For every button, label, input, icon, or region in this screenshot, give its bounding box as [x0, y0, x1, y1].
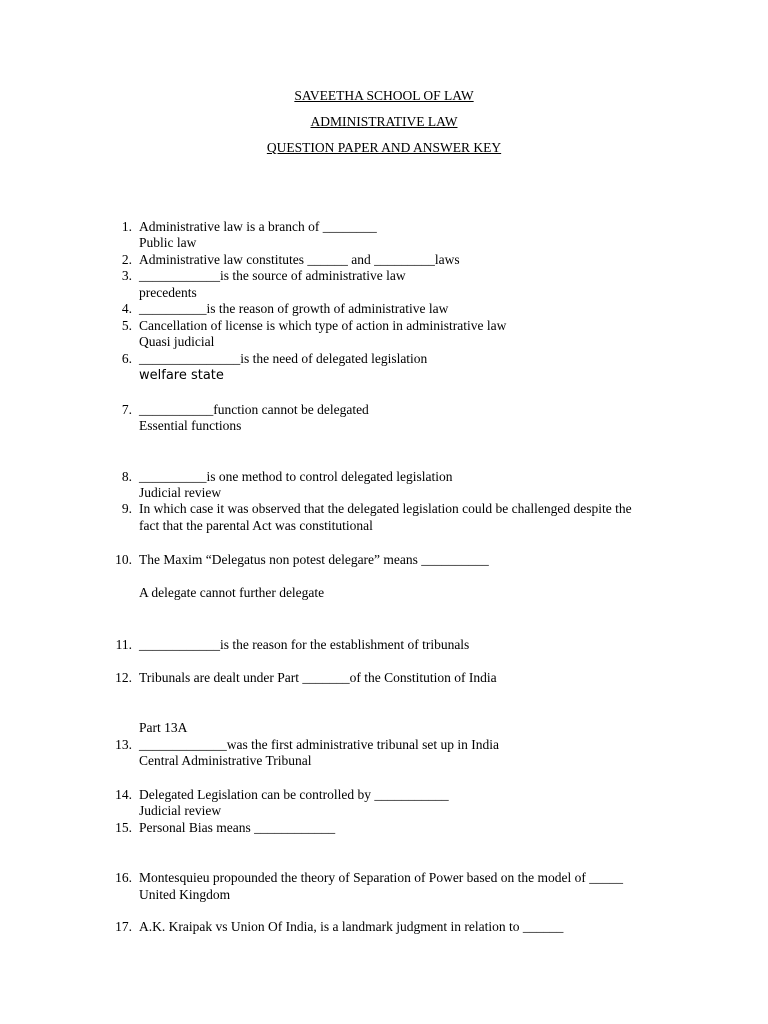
question-number: 6.: [121, 351, 132, 366]
question-text: Personal Bias means ____________: [139, 820, 336, 835]
answer-text: Part 13A: [139, 720, 188, 735]
question-number: 5.: [121, 318, 132, 333]
question-text: Administrative law constitutes ______ and _________laws: [139, 252, 460, 267]
question-text: The Maxim “Delegatus non potest delegare” means __________: [139, 552, 489, 567]
question-number: 2.: [121, 252, 132, 267]
question-number: 13.: [115, 737, 132, 752]
question-text: A.K. Kraipak vs Union Of India, is a landmark judgment in relation to ______: [139, 919, 564, 934]
question-text: Montesquieu propounded the theory of Separation of Power based on the model of _____: [139, 870, 624, 885]
question-text: Cancellation of license is which type of action in administrative law: [139, 318, 507, 333]
question-text: __________is one method to control delegated legislation: [139, 469, 453, 484]
subject-title: ADMINISTRATIVE LAW: [310, 114, 458, 129]
question-number: 15.: [115, 820, 132, 835]
question-number: 8.: [121, 469, 132, 484]
question-text: Delegated Legislation can be controlled by ___________: [139, 787, 449, 802]
answer-text: Central Administrative Tribunal: [139, 753, 312, 768]
question-number: 4.: [121, 301, 132, 316]
question-text: _______________is the need of delegated legislation: [139, 351, 428, 366]
question-text: Administrative law is a branch of ________: [139, 219, 377, 234]
answer-text: United Kingdom: [139, 887, 231, 902]
answer-text: Quasi judicial: [139, 334, 215, 349]
question-text: __________is the reason of growth of administrative law: [139, 301, 449, 316]
question-number: 14.: [115, 787, 132, 802]
question-text: fact that the parental Act was constitutional: [139, 518, 373, 533]
answer-text: Judicial review: [139, 485, 222, 500]
question-number: 7.: [121, 402, 132, 417]
answer-text: A delegate cannot further delegate: [139, 585, 325, 600]
question-text: ___________function cannot be delegated: [139, 402, 369, 417]
question-text: ____________is the reason for the establishment of tribunals: [139, 637, 470, 652]
question-number: 9.: [121, 501, 132, 516]
school-title: SAVEETHA SCHOOL OF LAW: [294, 88, 474, 103]
question-text: Tribunals are dealt under Part _______of the Constitution of India: [139, 670, 497, 685]
question-number: 3.: [121, 268, 132, 283]
question-number: 12.: [115, 670, 132, 685]
question-number: 16.: [115, 870, 132, 885]
question-text: ____________is the source of administrative law: [139, 268, 406, 283]
answer-text: Essential functions: [139, 418, 242, 433]
question-number: 1.: [121, 219, 132, 234]
question-text: _____________was the first administrative tribunal set up in India: [139, 737, 499, 752]
question-number: 11.: [115, 637, 132, 652]
question-number: 10.: [115, 552, 132, 567]
answer-text: precedents: [139, 285, 197, 300]
answer-text: welfare state: [139, 368, 224, 383]
answer-text: Public law: [139, 235, 197, 250]
answer-text: Judicial review: [139, 803, 222, 818]
paper-title: QUESTION PAPER AND ANSWER KEY: [266, 140, 502, 155]
question-text: In which case it was observed that the delegated legislation could be challenged despite the: [139, 501, 632, 516]
question-number: 17.: [115, 919, 132, 934]
